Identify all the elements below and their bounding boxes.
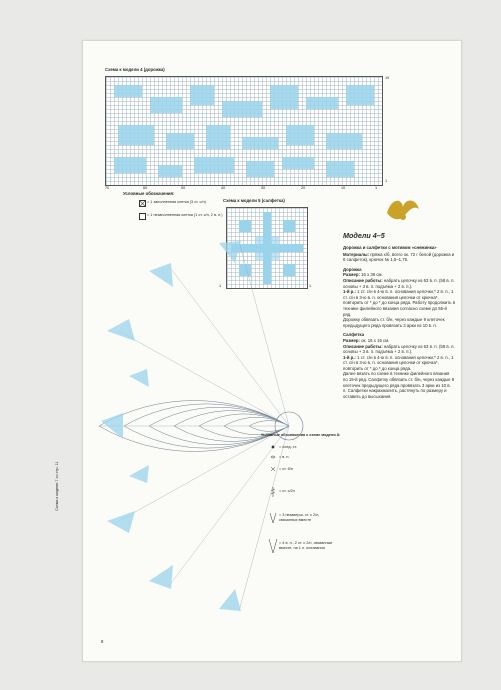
materials-paragraph [343, 252, 455, 263]
scheme4-col-label: 10 [341, 186, 346, 190]
scheme4-row-bottom: 1 [385, 179, 388, 183]
section2-desc: Описание работы: набрать цепочку из 63 в. п. (58 в. п. основы + 3 в. п. подъёма + 2 в. п.). [343, 343, 455, 355]
page-number: 8 [101, 639, 104, 644]
scheme8-item: = в. п. [279, 455, 290, 459]
scheme4-row-top: 19 [385, 76, 390, 80]
scheme8-symbols [267, 443, 279, 563]
scheme8-item: = 4 в. п., 2 ст. с 2/н, связанные вместе, на 1 п. основания [279, 541, 333, 550]
legend-title: Условные обозначения: [123, 191, 175, 196]
models-text-column [343, 231, 455, 399]
scheme5-title: Схема к модели 5 (салфетка) [223, 198, 285, 203]
scheme4-pattern [106, 77, 382, 185]
materials-text: пряжа х/б, всего ок. 72 г белой (дорожка и 6 салфеток), крючок № 1,5–1,75. [343, 251, 455, 263]
crochet-doily-diagram [89, 211, 319, 631]
section2-row: 1-й р.: 1 ст. с/н в 4-ю в. п. основания цепочки,* 2 в. п., 1 ст. с/н в 3-ю в. п. основания цепочки от крючка*, повторить от * до * до конца ряда. [343, 354, 454, 371]
scheme4-col-label: 50 [181, 186, 186, 190]
legend-item-filled: = 1 заполненная клетка (3 ст. с/н) [147, 200, 206, 204]
legend-item-empty: = 1 незаполненная клетка (1 ст. с/н, 2 в. п.) [147, 213, 223, 217]
scheme4-col-label: 1 [375, 186, 378, 190]
materials-label: Материалы: [343, 251, 370, 257]
scheme4-col-label: 30 [261, 186, 266, 190]
scheme8-item: = ст. с/2н [279, 489, 295, 493]
scheme4-col-label: 70 [105, 186, 110, 190]
scheme4-grid [105, 76, 383, 186]
section2-size: Размер: ок. 16 х 16 см. [343, 337, 390, 343]
scheme5-label-right: 1 [309, 284, 312, 288]
scheme8-item: = ст. б/н [279, 467, 293, 471]
models-heading: Модели 4–5 [343, 231, 385, 240]
section2-extra: Далее вязать по схеме в технике филейного вязания по 19-й ряд. Салфетку обвязать ст. б/н, через каждые 9 клеточек предыдущего ряда провязать 3 арки из 10 в. п. Салфетки накрахмалить, растянуть по размеру и оставить до высыхания. [343, 371, 455, 399]
scheme5-label-left: 1 [219, 284, 222, 288]
scheme4-col-label: 60 [143, 186, 148, 190]
section1-desc: Описание работы: набрать цепочку из 63 в. п. (58 в. п. основы + 3 в. п. подъёма + 2 в. п.). [343, 277, 455, 289]
gold-ornament-icon [383, 193, 423, 225]
section1-extra: Дорожку обвязать ст. б/н, через каждые 9 клеточек предыдущего ряда провязать 3 арки из 10 в. п. [343, 317, 445, 328]
section1-title: Дорожка [343, 266, 362, 272]
scheme8-title: Условные обозначения к схеме модели 8: [261, 433, 341, 437]
filled-cell-icon [139, 200, 146, 207]
scheme4-col-label: 20 [301, 186, 306, 190]
magazine-page [55, 40, 462, 662]
side-caption: Схема к модели 7 со стр. 11 [55, 461, 59, 511]
scheme8-item: = соед. ст. [279, 445, 297, 449]
models-subtitle: Дорожка и салфетки с мотивом «снежинка» [343, 245, 437, 250]
scheme8-item: = 3 незаверш. ст. с 2/н, связанных вместе [279, 513, 320, 522]
section2-title: Салфетка [343, 332, 364, 338]
scheme4-title: Схема к модели 4 (дорожка) [105, 67, 165, 72]
section1-size: Размер: 16 х 36 см. [343, 272, 383, 278]
section1-row: 1-й р.: 1 ст. с/н в 4-ю в. п. основания цепочки,* 2 в. п., 1 ст. с/н в 3-ю в. п. основания цепочки от крючка*, повторить от * до * до конца ряда. Работу продолжить в технике филейного вязания согласно схеме до 55-й ряд. [343, 289, 455, 317]
scheme4-col-label: 40 [221, 186, 226, 190]
